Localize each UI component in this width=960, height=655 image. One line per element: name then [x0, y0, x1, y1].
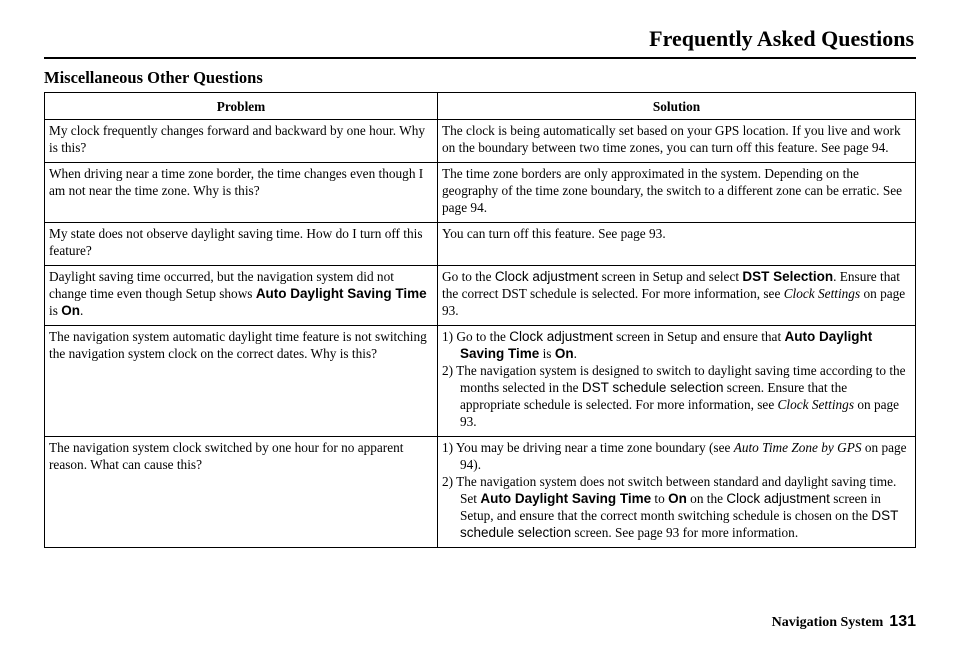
screen-name: DST schedule selection	[581, 380, 724, 395]
table-row	[45, 223, 916, 266]
step-number: 2)	[442, 363, 454, 378]
screen-name: DST schedule selection	[460, 508, 899, 540]
solution-text: on the	[686, 491, 727, 506]
problem-text: .	[79, 303, 84, 318]
table-row	[45, 163, 916, 223]
solution-text: is	[539, 346, 555, 361]
solution-text: .	[573, 346, 577, 361]
solution-text: The navigation system does not switch between standard and daylight saving time. Set	[453, 474, 897, 506]
solution-text: screen. See page 93 for more information.	[571, 525, 799, 540]
step-number: 2)	[442, 474, 454, 489]
page-footer	[772, 613, 916, 631]
column-header-solution: Solution	[438, 93, 916, 120]
problem-cell: My state does not observe daylight saving time. How do I turn off this feature?	[45, 223, 438, 266]
title-divider	[44, 57, 916, 59]
solution-steps	[442, 439, 911, 541]
setting-value: On	[668, 491, 687, 506]
screen-name: Clock adjustment	[509, 329, 613, 344]
page-title: Frequently Asked Questions	[649, 26, 914, 51]
screen-name: Clock adjustment	[726, 491, 830, 506]
problem-cell	[45, 266, 438, 326]
step-number: 1)	[442, 440, 454, 455]
problem-text: Daylight saving time occurred, but the navigation system did not change time even though Setup shows	[49, 269, 394, 301]
solution-cell: The clock is being automatically set based on your GPS location. If you live and work on the boundary between two time zones, you can turn off this feature. See page 94.	[438, 120, 916, 163]
solution-step	[442, 473, 911, 541]
solution-steps	[442, 328, 911, 430]
table-row	[45, 437, 916, 548]
solution-text: . Ensure that the correct DST schedule is selected. For more information, see	[442, 269, 900, 301]
solution-cell: The time zone borders are only approximated in the system. Depending on the geography of the time zone boundary, the switch to a different zone can be erratic. See page 94.	[438, 163, 916, 223]
solution-text: on page 93.	[460, 397, 900, 429]
cross-reference: Clock Settings	[783, 286, 861, 301]
footer-label: Navigation System	[771, 615, 884, 630]
solution-text: to	[651, 491, 669, 506]
page-number: 131	[889, 613, 916, 630]
solution-text: screen in Setup and ensure that	[612, 329, 785, 344]
faq-table	[44, 92, 916, 548]
problem-text: is	[49, 303, 62, 318]
cross-reference: Clock Settings	[777, 397, 854, 412]
problem-cell: The navigation system clock switched by one hour for no apparent reason. What can cause this?	[45, 437, 438, 548]
solution-text: Go to the	[453, 329, 510, 344]
setting-name: Auto Daylight Saving Time	[255, 286, 427, 301]
setting-name: Auto Daylight Saving Time	[480, 491, 652, 506]
solution-text: Go to the	[442, 269, 495, 284]
setting-name: Auto Daylight Saving Time	[460, 329, 873, 361]
table-row	[45, 120, 916, 163]
problem-cell: When driving near a time zone border, the time changes even though I am not near the time zone. Why is this?	[45, 163, 438, 223]
screen-name: Clock adjustment	[494, 269, 599, 284]
table-row	[45, 326, 916, 437]
solution-step	[442, 328, 911, 362]
solution-text: The navigation system is designed to switch to daylight saving time according to the months selected in the	[453, 363, 906, 395]
solution-text: You may be driving near a time zone boundary (see	[453, 440, 734, 455]
solution-step	[442, 439, 911, 473]
section-heading: Miscellaneous Other Questions	[44, 68, 263, 87]
solution-text: screen in Setup, and ensure that the correct month switching schedule is chosen on the	[460, 491, 881, 523]
solution-step	[442, 362, 911, 430]
setting-value: On	[554, 346, 574, 361]
table-row	[45, 266, 916, 326]
solution-text: screen in Setup and select	[598, 269, 743, 284]
solution-cell	[438, 326, 916, 437]
solution-cell	[438, 437, 916, 548]
setting-value: On	[61, 303, 80, 318]
solution-text: on page 93.	[442, 286, 906, 318]
column-header-problem: Problem	[45, 93, 438, 120]
solution-cell: You can turn off this feature. See page 93.	[438, 223, 916, 266]
solution-cell	[438, 266, 916, 326]
cross-reference: Auto Time Zone by GPS	[733, 440, 862, 455]
solution-text: screen. Ensure that the appropriate schedule is selected. For more information, see	[460, 380, 848, 412]
setting-name: DST Selection	[742, 269, 834, 284]
problem-cell: The navigation system automatic daylight time feature is not switching the navigation system clock on the correct dates. Why is this?	[45, 326, 438, 437]
step-number: 1)	[442, 329, 454, 344]
problem-cell: My clock frequently changes forward and backward by one hour. Why is this?	[45, 120, 438, 163]
solution-text: on page 94).	[460, 440, 907, 472]
table-header-row	[45, 93, 916, 120]
